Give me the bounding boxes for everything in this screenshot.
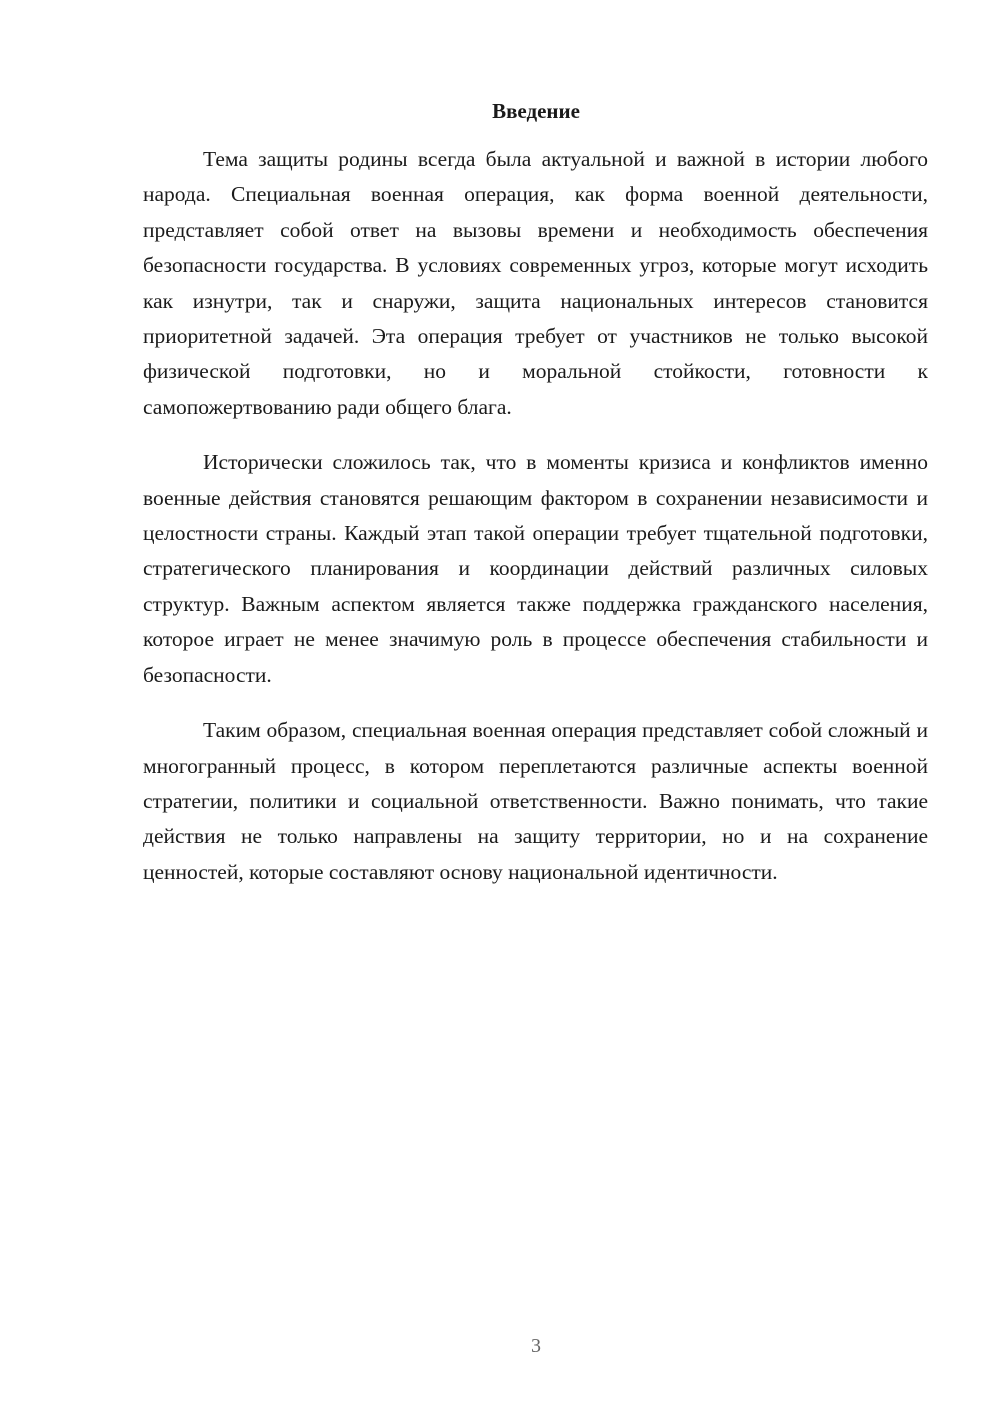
body-text <box>143 142 928 910</box>
paragraph-3: Таким образом, специальная военная операция представляет собой сложный и многогранный процесс, в котором переплетаются различные аспекты военной стратегии, политики и социальной ответственности. Важно понимать, что такие действия не только направлены на защиту территории, но и на сохранение ценностей, которые составляют основу национальной идентичности. <box>143 718 928 884</box>
section-heading: Введение <box>492 99 580 123</box>
page-number: 3 <box>531 1335 541 1357</box>
paragraph-2: Исторически сложилось так, что в моменты кризиса и конфликтов именно военные действия становятся решающим фактором в сохранении независимости и целостности страны. Каждый этап такой операции требует тщательной подготовки, стратегического планирования и координации действий различных силовых структур. Важным аспектом является также поддержка гражданского населения, которое играет не менее значимую роль в процессе обеспечения стабильности и безопасности. <box>143 450 928 687</box>
paragraph-1: Тема защиты родины всегда была актуальной и важной в истории любого народа. Специальная военная операция, как форма военной деятельности, представляет собой ответ на вызовы времени и необходимость обеспечения безопасности государства. В условиях современных угроз, которые могут исходить как изнутри, так и снаружи, защита национальных интересов становится приоритетной задачей. Эта операция требует от участников не только высокой физической подготовки, но и моральной стойкости, готовности к самопожертвованию ради общего блага. <box>143 147 928 419</box>
